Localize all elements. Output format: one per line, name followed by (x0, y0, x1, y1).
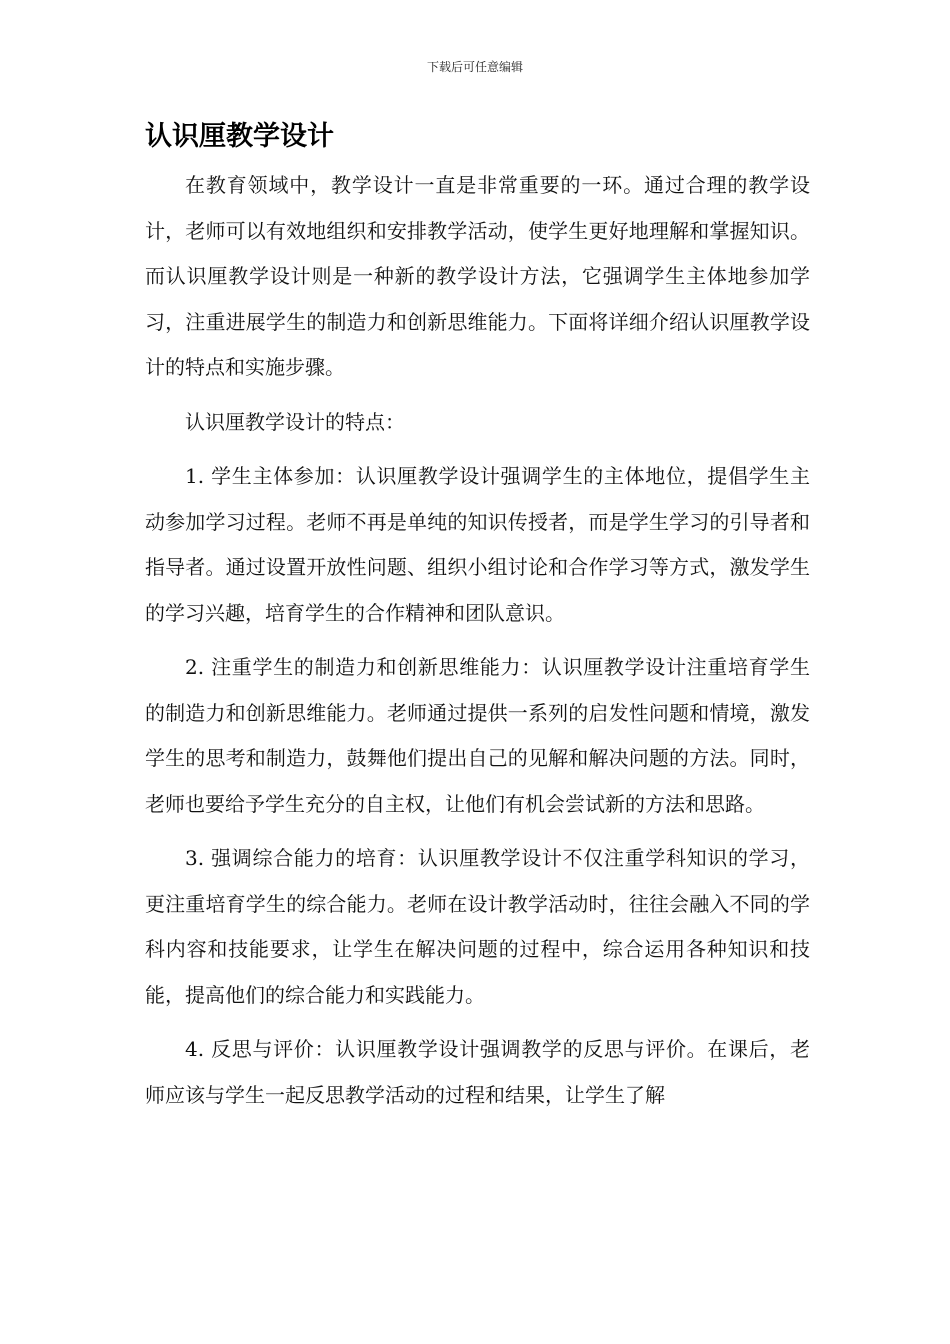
document-title: 认识厘教学设计 (145, 121, 334, 152)
features-heading: 认识厘教学设计的特点： (185, 409, 405, 434)
feature-item-1: 1. 学生主体参加：认识厘教学设计强调学生的主体地位，提倡学生主动参加学习过程。老师不再是单纯的知识传授者，而是学生学习的引导者和指导者。通过设置开放性问题、组织小组讨论和合作学习等方式，激发学生的学习兴趣，培育学生的合作精神和团队意识。 (145, 464, 810, 625)
feature-item-2: 2. 注重学生的制造力和创新思维能力：认识厘教学设计注重培育学生的制造力和创新思维能力。老师通过提供一系列的启发性问题和情境，激发学生的思考和制造力，鼓舞他们提出自己的见解和解决问题的方法。同时，老师也要给予学生充分的自主权，让他们有机会尝试新的方法和思路。 (145, 655, 810, 816)
header-note: 下载后可任意编辑 (426, 60, 523, 74)
intro-paragraph: 在教育领域中，教学设计一直是非常重要的一环。通过合理的教学设计，老师可以有效地组织和安排教学活动，使学生更好地理解和掌握知识。而认识厘教学设计则是一种新的教学设计方法，它强调学生主体地参加学习，注重进展学生的制造力和创新思维能力。下面将详细介绍认识厘教学设计的特点和实施步骤。 (145, 173, 810, 379)
document-body (145, 163, 810, 1127)
feature-item-4: 4. 反思与评价：认识厘教学设计强调教学的反思与评价。在课后，老师应该与学生一起反思教学活动的过程和结果，让学生了解 (145, 1037, 810, 1107)
feature-item-3: 3. 强调综合能力的培育：认识厘教学设计不仅注重学科知识的学习，更注重培育学生的综合能力。老师在设计教学活动时，往往会融入不同的学科内容和技能要求，让学生在解决问题的过程中，综合运用各种知识和技能，提高他们的综合能力和实践能力。 (145, 846, 810, 1007)
